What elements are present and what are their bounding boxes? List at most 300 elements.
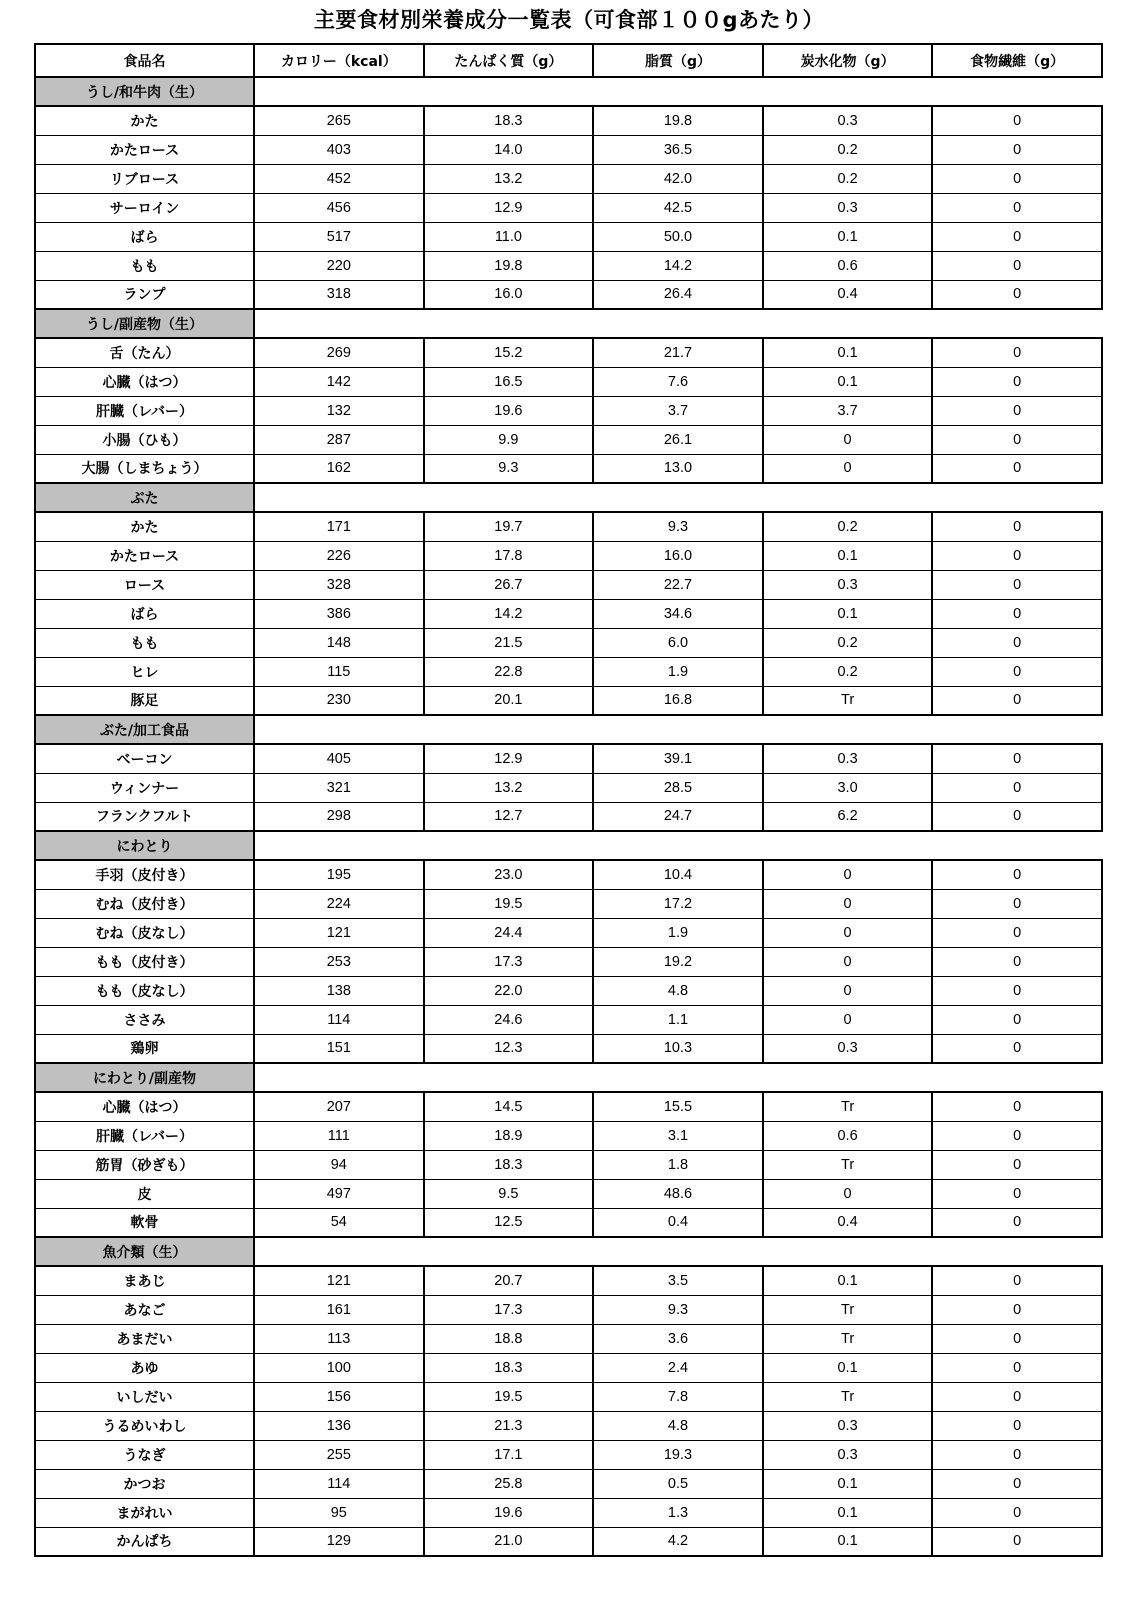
cell-protein: 21.3 [424,1411,594,1440]
cell-protein: 17.8 [424,541,594,570]
cell-protein: 16.0 [424,280,594,309]
cell-dietary-fiber: 0 [932,1382,1102,1411]
table-row [35,1527,1102,1556]
cell-calories: 138 [254,976,424,1005]
cell-carbohydrate: 0 [763,860,933,889]
cell-fat: 50.0 [593,222,763,251]
cell-carbohydrate: 0 [763,1179,933,1208]
cell-protein: 17.1 [424,1440,594,1469]
cell-carbohydrate: Tr [763,1295,933,1324]
cell-food-name: 舌（たん） [35,338,254,367]
cell-carbohydrate: Tr [763,1150,933,1179]
cell-food-name: あまだい [35,1324,254,1353]
cell-food-name: ランプ [35,280,254,309]
table-row [35,106,1102,135]
cell-food-name: 心臓（はつ） [35,367,254,396]
cell-protein: 12.3 [424,1034,594,1063]
cell-calories: 226 [254,541,424,570]
table-row [35,338,1102,367]
cell-calories: 207 [254,1092,424,1121]
table-row [35,773,1102,802]
cell-dietary-fiber: 0 [932,773,1102,802]
cell-dietary-fiber: 0 [932,1121,1102,1150]
cell-carbohydrate: 0.1 [763,541,933,570]
cell-protein: 14.0 [424,135,594,164]
cell-carbohydrate: 0.2 [763,657,933,686]
cell-carbohydrate: 0 [763,947,933,976]
cell-food-name: リブロース [35,164,254,193]
cell-food-name: まあじ [35,1266,254,1295]
cell-carbohydrate: 0.3 [763,1411,933,1440]
table-row [35,947,1102,976]
cell-fat: 3.6 [593,1324,763,1353]
cell-food-name: ばら [35,599,254,628]
cell-fat: 34.6 [593,599,763,628]
cell-fat: 1.3 [593,1498,763,1527]
cell-calories: 121 [254,918,424,947]
table-row [35,1382,1102,1411]
cell-dietary-fiber: 0 [932,280,1102,309]
cell-dietary-fiber: 0 [932,338,1102,367]
cell-dietary-fiber: 0 [932,599,1102,628]
cell-calories: 95 [254,1498,424,1527]
cell-protein: 9.9 [424,425,594,454]
cell-carbohydrate: 6.2 [763,802,933,831]
cell-carbohydrate: 0.3 [763,744,933,773]
cell-food-name: 鶏卵 [35,1034,254,1063]
table-row [35,570,1102,599]
table-row [35,1411,1102,1440]
cell-carbohydrate: 0.1 [763,367,933,396]
cell-carbohydrate: 0 [763,918,933,947]
table-row [35,512,1102,541]
cell-food-name: もも [35,251,254,280]
cell-calories: 253 [254,947,424,976]
table-row [35,889,1102,918]
cell-dietary-fiber: 0 [932,454,1102,483]
cell-calories: 224 [254,889,424,918]
cell-food-name: うなぎ [35,1440,254,1469]
header-dietary-fiber: 食物繊維（g） [932,44,1102,77]
table-row [35,1005,1102,1034]
cell-calories: 318 [254,280,424,309]
cell-food-name: うるめいわし [35,1411,254,1440]
cell-calories: 171 [254,512,424,541]
header-calories: カロリー（kcal） [254,44,424,77]
cell-food-name: ささみ [35,1005,254,1034]
table-row [35,251,1102,280]
cell-fat: 2.4 [593,1353,763,1382]
table-row [35,1324,1102,1353]
cell-calories: 452 [254,164,424,193]
cell-food-name: ロース [35,570,254,599]
cell-dietary-fiber: 0 [932,541,1102,570]
cell-protein: 17.3 [424,1295,594,1324]
cell-protein: 18.3 [424,1150,594,1179]
cell-fat: 0.4 [593,1208,763,1237]
table-row [35,657,1102,686]
cell-calories: 94 [254,1150,424,1179]
cell-food-name: ウィンナー [35,773,254,802]
cell-carbohydrate: 0.2 [763,164,933,193]
category-row [35,1063,1102,1092]
cell-calories: 111 [254,1121,424,1150]
table-row [35,802,1102,831]
table-row [35,1469,1102,1498]
cell-carbohydrate: 0.1 [763,1353,933,1382]
cell-protein: 9.5 [424,1179,594,1208]
table-row [35,686,1102,715]
cell-dietary-fiber: 0 [932,1034,1102,1063]
category-row [35,483,1102,512]
page-title: 主要食材別栄養成分一覧表（可食部１００gあたり） [313,8,825,32]
cell-calories: 517 [254,222,424,251]
cell-food-name: かつお [35,1469,254,1498]
cell-food-name: 大腸（しまちょう） [35,454,254,483]
category-row [35,715,1102,744]
table-row [35,425,1102,454]
category-label: ぶた/加工食品 [35,715,254,744]
cell-carbohydrate: 0 [763,1005,933,1034]
cell-dietary-fiber: 0 [932,686,1102,715]
cell-carbohydrate: 0.2 [763,135,933,164]
cell-food-name: もも [35,628,254,657]
header-fat: 脂質（g） [593,44,763,77]
cell-food-name: 皮 [35,1179,254,1208]
cell-dietary-fiber: 0 [932,135,1102,164]
category-label: うし/和牛肉（生） [35,77,254,106]
cell-dietary-fiber: 0 [932,1179,1102,1208]
cell-fat: 10.3 [593,1034,763,1063]
table-row [35,135,1102,164]
cell-calories: 403 [254,135,424,164]
table-row [35,918,1102,947]
category-label: 魚介類（生） [35,1237,254,1266]
cell-dietary-fiber: 0 [932,106,1102,135]
category-row [35,309,1102,338]
cell-fat: 9.3 [593,512,763,541]
cell-fat: 17.2 [593,889,763,918]
cell-carbohydrate: 0.6 [763,251,933,280]
cell-food-name: あゆ [35,1353,254,1382]
cell-carbohydrate: 0.1 [763,599,933,628]
cell-carbohydrate: 0.1 [763,338,933,367]
cell-fat: 22.7 [593,570,763,599]
cell-food-name: ヒレ [35,657,254,686]
cell-food-name: 手羽（皮付き） [35,860,254,889]
cell-dietary-fiber: 0 [932,1469,1102,1498]
cell-dietary-fiber: 0 [932,976,1102,1005]
cell-dietary-fiber: 0 [932,628,1102,657]
cell-fat: 3.7 [593,396,763,425]
cell-calories: 405 [254,744,424,773]
category-spacer [254,309,1102,338]
cell-fat: 24.7 [593,802,763,831]
header-food-name: 食品名 [35,44,254,77]
cell-protein: 14.5 [424,1092,594,1121]
cell-fat: 15.5 [593,1092,763,1121]
cell-protein: 12.7 [424,802,594,831]
cell-fat: 3.1 [593,1121,763,1150]
cell-protein: 15.2 [424,338,594,367]
cell-fat: 48.6 [593,1179,763,1208]
cell-calories: 54 [254,1208,424,1237]
cell-calories: 115 [254,657,424,686]
cell-carbohydrate: 0.3 [763,570,933,599]
cell-fat: 1.8 [593,1150,763,1179]
cell-calories: 328 [254,570,424,599]
cell-food-name: 肝臓（レバー） [35,1121,254,1150]
cell-dietary-fiber: 0 [932,396,1102,425]
cell-food-name: むね（皮なし） [35,918,254,947]
cell-carbohydrate: Tr [763,1382,933,1411]
table-row [35,1092,1102,1121]
table-row [35,599,1102,628]
table-row [35,1440,1102,1469]
cell-carbohydrate: 0.3 [763,193,933,222]
cell-protein: 9.3 [424,454,594,483]
cell-fat: 16.0 [593,541,763,570]
cell-fat: 26.1 [593,425,763,454]
table-row [35,1034,1102,1063]
cell-food-name: かた [35,106,254,135]
cell-food-name: まがれい [35,1498,254,1527]
cell-dietary-fiber: 0 [932,1266,1102,1295]
cell-protein: 25.8 [424,1469,594,1498]
cell-calories: 298 [254,802,424,831]
cell-fat: 16.8 [593,686,763,715]
cell-dietary-fiber: 0 [932,425,1102,454]
cell-dietary-fiber: 0 [932,570,1102,599]
cell-carbohydrate: 0.2 [763,512,933,541]
cell-fat: 1.9 [593,657,763,686]
cell-calories: 220 [254,251,424,280]
table-row [35,367,1102,396]
cell-calories: 287 [254,425,424,454]
category-label: にわとり [35,831,254,860]
cell-dietary-fiber: 0 [932,1324,1102,1353]
cell-carbohydrate: 0.4 [763,1208,933,1237]
cell-food-name: 肝臓（レバー） [35,396,254,425]
cell-calories: 161 [254,1295,424,1324]
cell-protein: 14.2 [424,599,594,628]
cell-calories: 321 [254,773,424,802]
cell-protein: 22.8 [424,657,594,686]
table-row [35,1498,1102,1527]
cell-dietary-fiber: 0 [932,1353,1102,1382]
cell-protein: 19.6 [424,1498,594,1527]
cell-calories: 265 [254,106,424,135]
cell-carbohydrate: 0.3 [763,1034,933,1063]
cell-fat: 1.1 [593,1005,763,1034]
cell-protein: 22.0 [424,976,594,1005]
cell-dietary-fiber: 0 [932,1150,1102,1179]
cell-calories: 162 [254,454,424,483]
cell-fat: 9.3 [593,1295,763,1324]
header-row [35,44,1102,77]
cell-protein: 19.5 [424,889,594,918]
cell-calories: 113 [254,1324,424,1353]
cell-protein: 18.8 [424,1324,594,1353]
cell-food-name: 小腸（ひも） [35,425,254,454]
table-body [35,77,1102,1556]
cell-fat: 6.0 [593,628,763,657]
cell-dietary-fiber: 0 [932,193,1102,222]
cell-protein: 19.8 [424,251,594,280]
cell-carbohydrate: 0 [763,425,933,454]
table-row [35,164,1102,193]
cell-carbohydrate: 3.7 [763,396,933,425]
cell-calories: 100 [254,1353,424,1382]
cell-dietary-fiber: 0 [932,1498,1102,1527]
cell-dietary-fiber: 0 [932,222,1102,251]
cell-dietary-fiber: 0 [932,1208,1102,1237]
table-row [35,454,1102,483]
cell-fat: 7.8 [593,1382,763,1411]
table-row [35,1295,1102,1324]
cell-carbohydrate: 0.1 [763,1498,933,1527]
cell-dietary-fiber: 0 [932,367,1102,396]
cell-calories: 255 [254,1440,424,1469]
cell-fat: 19.2 [593,947,763,976]
cell-fat: 14.2 [593,251,763,280]
cell-carbohydrate: 0 [763,976,933,1005]
category-spacer [254,831,1102,860]
cell-food-name: 筋胃（砂ぎも） [35,1150,254,1179]
cell-carbohydrate: 0.3 [763,106,933,135]
category-spacer [254,715,1102,744]
cell-food-name: むね（皮付き） [35,889,254,918]
cell-protein: 20.1 [424,686,594,715]
cell-dietary-fiber: 0 [932,860,1102,889]
cell-carbohydrate: Tr [763,686,933,715]
cell-fat: 1.9 [593,918,763,947]
cell-carbohydrate: 3.0 [763,773,933,802]
cell-protein: 18.9 [424,1121,594,1150]
cell-protein: 19.6 [424,396,594,425]
cell-fat: 39.1 [593,744,763,773]
cell-dietary-fiber: 0 [932,251,1102,280]
cell-dietary-fiber: 0 [932,947,1102,976]
cell-fat: 3.5 [593,1266,763,1295]
cell-food-name: もも（皮付き） [35,947,254,976]
cell-calories: 230 [254,686,424,715]
table-row [35,1179,1102,1208]
category-spacer [254,1237,1102,1266]
header-carbohydrate: 炭水化物（g） [763,44,933,77]
cell-fat: 19.3 [593,1440,763,1469]
cell-calories: 121 [254,1266,424,1295]
cell-protein: 18.3 [424,1353,594,1382]
cell-food-name: あなご [35,1295,254,1324]
cell-dietary-fiber: 0 [932,1440,1102,1469]
cell-food-name: 豚足 [35,686,254,715]
cell-calories: 114 [254,1469,424,1498]
table-row [35,744,1102,773]
cell-protein: 13.2 [424,164,594,193]
cell-fat: 36.5 [593,135,763,164]
category-spacer [254,1063,1102,1092]
cell-calories: 114 [254,1005,424,1034]
category-label: にわとり/副産物 [35,1063,254,1092]
cell-calories: 456 [254,193,424,222]
category-label: うし/副産物（生） [35,309,254,338]
cell-fat: 28.5 [593,773,763,802]
table-row [35,193,1102,222]
cell-carbohydrate: 0.2 [763,628,933,657]
cell-carbohydrate: 0.6 [763,1121,933,1150]
cell-food-name: かんぱち [35,1527,254,1556]
cell-fat: 4.8 [593,976,763,1005]
cell-carbohydrate: 0 [763,889,933,918]
cell-dietary-fiber: 0 [932,744,1102,773]
cell-carbohydrate: 0.1 [763,1527,933,1556]
table-row [35,280,1102,309]
cell-food-name: もも（皮なし） [35,976,254,1005]
cell-food-name: かたロース [35,135,254,164]
cell-fat: 10.4 [593,860,763,889]
cell-fat: 4.2 [593,1527,763,1556]
cell-protein: 23.0 [424,860,594,889]
table-row [35,396,1102,425]
cell-protein: 18.3 [424,106,594,135]
cell-calories: 136 [254,1411,424,1440]
cell-protein: 19.5 [424,1382,594,1411]
cell-calories: 129 [254,1527,424,1556]
category-row [35,1237,1102,1266]
table-row [35,976,1102,1005]
category-row [35,831,1102,860]
cell-calories: 386 [254,599,424,628]
cell-dietary-fiber: 0 [932,512,1102,541]
cell-food-name: フランクフルト [35,802,254,831]
cell-dietary-fiber: 0 [932,889,1102,918]
cell-protein: 16.5 [424,367,594,396]
cell-calories: 269 [254,338,424,367]
cell-protein: 21.5 [424,628,594,657]
table-row [35,1266,1102,1295]
cell-protein: 26.7 [424,570,594,599]
table-row [35,1208,1102,1237]
cell-protein: 21.0 [424,1527,594,1556]
cell-protein: 24.4 [424,918,594,947]
cell-dietary-fiber: 0 [932,1295,1102,1324]
cell-fat: 42.5 [593,193,763,222]
cell-dietary-fiber: 0 [932,918,1102,947]
cell-carbohydrate: Tr [763,1324,933,1353]
cell-calories: 151 [254,1034,424,1063]
cell-protein: 12.9 [424,744,594,773]
cell-calories: 148 [254,628,424,657]
table-row [35,222,1102,251]
cell-food-name: サーロイン [35,193,254,222]
cell-fat: 13.0 [593,454,763,483]
table-row [35,628,1102,657]
cell-protein: 20.7 [424,1266,594,1295]
cell-protein: 24.6 [424,1005,594,1034]
table-row [35,1150,1102,1179]
cell-carbohydrate: 0 [763,454,933,483]
cell-fat: 21.7 [593,338,763,367]
cell-food-name: ばら [35,222,254,251]
cell-dietary-fiber: 0 [932,1527,1102,1556]
cell-fat: 19.8 [593,106,763,135]
cell-protein: 11.0 [424,222,594,251]
cell-carbohydrate: 0.1 [763,222,933,251]
cell-carbohydrate: 0.3 [763,1440,933,1469]
cell-food-name: 軟骨 [35,1208,254,1237]
cell-dietary-fiber: 0 [932,164,1102,193]
